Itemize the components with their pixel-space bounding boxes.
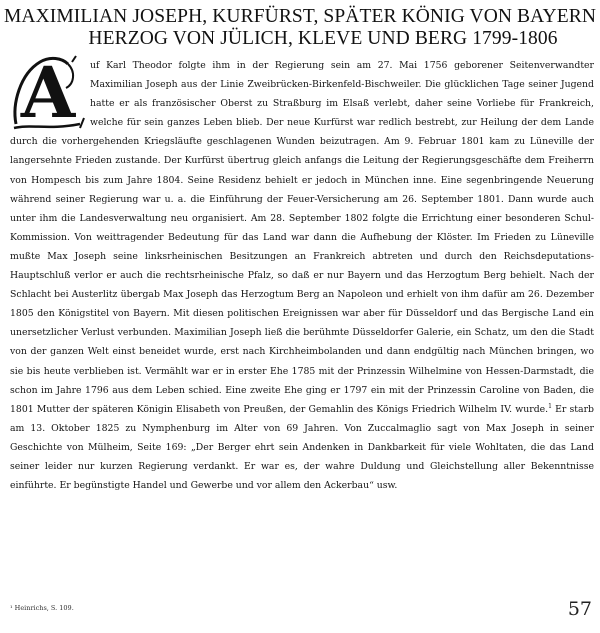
page-number: 57 [567, 598, 592, 620]
heading-line-2: HERZOG VON JÜLICH, KLEVE UND BERG 1799-1806 [88, 28, 558, 49]
body-paragraph-part1: uf Karl Theodor folgte ihm in der Regierung sein am 27. Mai 1756 geborener Seitenverwandter Maximilian Joseph aus der Linie Zweibrücken-Birkenfeld-Bischweiler. Die glücklichen Tage seiner Jugend hatte er als französischer Oberst zu Straßburg im Elsaß verlebt, daher seine Vorliebe für Frankreich, welche für sein ganzes Leben blieb. Der neue Kurfürst war redlich bestrebt, zur Heilung der dem Lande durch die vorhergehenden Kriegsläufte geschlagenen Wunden beizutragen. Am 9. Februar 1801 kam zu Lüneville der langersehnte Frieden zustande. Der Kurfürst übertrug gleich anfangs die Leitung der Regierungsgeschäfte dem Freiherrn von Hompesch bis zum Jahre 1804. Seine Residenz behielt er jedoch in München inne. Eine segenbringende Neuerung während seiner Regierung war u. a. die Einführung der Feuer-Versicherung am 26. September 1801. Dann wurde auch unter ihm die Landesverwaltung neu organisiert. Am 28. September 1802 folgte die Errichtung einer besonderen Schul-Kommission. Von weittragender Bedeutung für das Land war dann die Aufhebung der Klöster. Im Frieden zu Lüneville mußte Max Joseph seine linksrheinischen Besitzungen an Frankreich abtreten und durch den Reichsdeputations-Hauptschluß verlor er auch die rechtsrheinische Pfalz, so daß er nur Bayern und das Herzogtum Berg behielt. Nach der Schlacht bei Austerlitz übergab Max Joseph das Herzogtum Berg an Napoleon und erhielt von ihm dafür am 26. Dezember 1805 den Königstitel von Bayern. Mit diesen politischen Ereignissen war aber für Düsseldorf und das Bergische Land ein unersetzlicher Verlust verbunden. Maximilian Joseph ließ die berühmte Düsseldorfer Galerie, ein Schatz, um den die Stadt von der ganzen Welt einst beneidet wurde, erst nach Kirchheimbolanden und dann endgültig nach München bringen, wo sie bis heute verblieben ist. Vermählt war er in erster Ehe 1785 mit der Prinzessin Wilhelmine von Hessen-Darmstadt, die schon im Jahre 1796 aus dem Leben schied. Eine zweite Ehe ging er 1797 ein mit der Prinzessin Caroline von Baden, die 1801 Mutter der späteren Königin Elisabeth von Preußen, der Gemahlin des Königs Friedrich Wilhelm IV. wurde. [10, 60, 594, 415]
page-heading [0, 6, 600, 50]
body-paragraph-part2: Er starb am 13. Oktober 1825 zu Nymphenburg im Alter von 69 Jahren. Von Zuccalmaglio sagt von Max Joseph in seiner Geschichte von Mülheim, Seite 169: „Der Berger ehrt sein Andenken in Dankbarkeit für viele Wohltaten, die das Land seiner leider nur kurzen Regierung verdankt. Er war es, der wahre Duldung und Gleichstellung aller Bekenntnisse einführte. Er begünstigte Handel und Gewerbe und vor allem den Ackerbau“ usw. [10, 403, 594, 492]
footnote-marker: 1 [548, 402, 552, 410]
decorated-initial [10, 51, 86, 134]
heading-line-1: MAXIMILIAN JOSEPH, KURFÜRST, SPÄTER KÖNIG VON BAYERN [3, 6, 597, 27]
footnote: ¹ Heinrichs, S. 109. [10, 604, 74, 612]
initial-letter: A [20, 51, 76, 134]
body-text [10, 51, 594, 495]
